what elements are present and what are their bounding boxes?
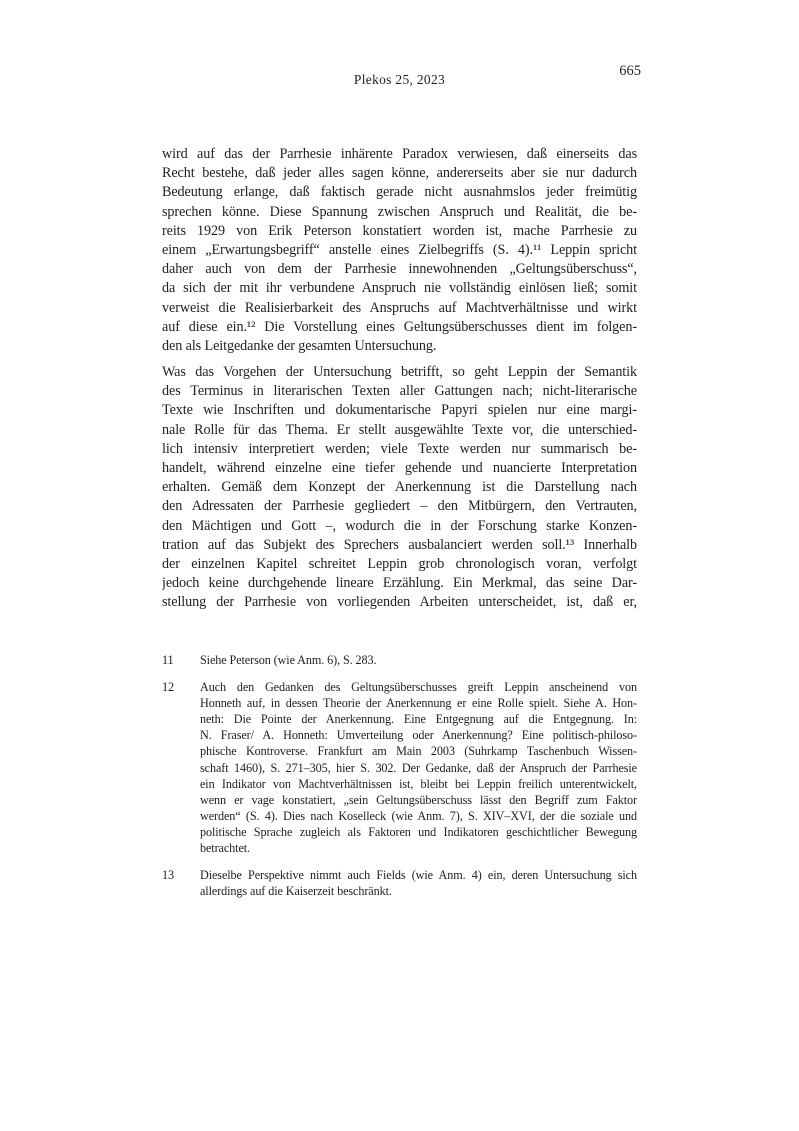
footnote-text [200, 679, 637, 856]
text-line: stellung der Parrhesie von vorliegenden Arbeiten unterscheidet, ist, daß er, [162, 594, 637, 611]
text-line: allerdings auf die Kaiserzeit beschränkt. [200, 884, 392, 899]
text-line: den Adressaten der Parrhesie gegliedert – den Mitbürgern, den Vertrauten, [162, 498, 637, 515]
footnote-number: 11 [162, 653, 174, 667]
text-line: sprechen könne. Diese Spannung zwischen Anspruch und Realität, die be- [162, 203, 637, 220]
text-line: der einzelnen Kapitel schreitet Leppin grob chronologisch voran, verfolgt [162, 555, 637, 572]
text-line: Siehe Peterson (wie Anm. 6), S. 283. [200, 653, 377, 667]
footnote-number: 13 [162, 868, 174, 883]
text-line: wenn er vage konstatiert, „sein Geltungsüberschuss lässt den Begriff zum Faktor [200, 792, 637, 807]
text-line: neth: Die Pointe der Anerkennung. Eine Entgegnung auf die Entgegnung. In: [200, 712, 637, 727]
body-paragraph [162, 363, 637, 612]
text-line: werden“ (S. 4). Dies nach Koselleck (wie Anm. 7), S. XIV–XVI, der die soziale und [200, 808, 637, 823]
footnote-text [200, 867, 637, 899]
text-line: politische Sprache zugleich als Faktoren und Indikatoren geschichtlicher Bewegung [200, 824, 637, 839]
footnote-item [162, 652, 637, 668]
text-line: Recht bestehe, daß jeder alles sagen könne, andererseits aber sie nur dadurch [162, 165, 637, 182]
text-line: phische Kontroverse. Frankfurt am Main 2003 (Suhrkamp Taschenbuch Wissen- [200, 744, 637, 759]
text-line: tration auf das Subjekt des Sprechers ausbalanciert werden soll.¹³ Innerhalb [162, 536, 637, 553]
page-number: 665 [619, 63, 641, 79]
text-line: Texte wie Inschriften und dokumentarische Papyri spielen nur eine margi- [162, 402, 637, 419]
text-line: Dieselbe Perspektive nimmt auch Fields (wie Anm. 4) ein, deren Untersuchung sich [200, 868, 637, 883]
journal-title: Plekos 25, 2023 [353, 72, 446, 87]
footnote-item [162, 867, 637, 899]
text-line: jedoch keine durchgehende lineare Erzählung. Ein Merkmal, das seine Dar- [162, 575, 637, 592]
text-line: betrachtet. [200, 841, 250, 856]
text-line: des Terminus in literarischen Texten aller Gattungen nach; nicht-literarische [162, 383, 637, 400]
text-line: N. Fraser/ A. Honneth: Umverteilung oder Anerkennung? Eine politisch-philoso- [200, 728, 637, 743]
text-line: einem „Erwartungsbegriff“ anstelle eines Zielbegriffs (S. 4).¹¹ Leppin spricht [162, 241, 637, 258]
text-line: daher auch von dem der Parrhesie innewohnenden „Geltungsüberschuss“, [162, 261, 637, 278]
text-line: da sich der mit ihr verbundene Anspruch nie vollständig einlösen ließ; somit [162, 280, 637, 297]
text-line: den Mächtigen und Gott –, wodurch die in der Forschung starke Konzen- [162, 517, 637, 534]
footnote-text [200, 652, 637, 668]
footnotes [162, 652, 637, 910]
body [162, 145, 637, 620]
text-line: nale Rolle für das Thema. Er stellt ausgewählte Texte vor, die unterschied- [162, 421, 637, 438]
text-line: schaft 1460), S. 271–305, hier S. 302. Der Gedanke, daß der Anspruch der Parrhesie [200, 760, 637, 775]
text-line: ein Indikator von Machtverhältnissen ist, bleibt bei Leppin freilich unterentwickelt, [200, 776, 637, 791]
text-line: Bedeutung erlange, daß faktisch gerade nicht ausnahmslos jeder freimütig [162, 184, 637, 201]
running-head [162, 0, 641, 100]
footnote-item [162, 679, 637, 856]
text-line: auf diese ein.¹² Die Vorstellung eines Geltungsüberschusses dient im folgen- [162, 318, 637, 335]
text-line: den als Leitgedanke der gesamten Untersuchung. [162, 337, 437, 354]
text-line: verweist die Realisierbarkeit des Anspruchs auf Machtverhältnisse und wirkt [162, 299, 637, 316]
text-line: wird auf das der Parrhesie inhärente Paradox verwiesen, daß einerseits das [162, 146, 637, 162]
text-line: lich intensiv interpretiert werden; viele Texte werden nur summarisch be- [162, 440, 637, 457]
text-line: Honneth auf, in dessen Theorie der Anerkennung er eine Rolle spielt. Siehe A. Hon- [200, 696, 637, 711]
text-line: Auch den Gedanken des Geltungsüberschusses greift Leppin anscheinend von [200, 680, 637, 695]
text-line: handelt, während einzelne eine tiefer gehende und nuancierte Interpretation [162, 460, 637, 476]
body-paragraph [162, 145, 637, 356]
text-line: Was das Vorgehen der Untersuchung betrifft, so geht Leppin der Semantik [162, 364, 637, 381]
text-line: erhalten. Gemäß dem Konzept der Anerkennung ist die Darstellung nach [162, 479, 637, 496]
text-line: reits 1929 von Erik Peterson konstatiert worden ist, mache Parrhesie zu [162, 222, 637, 239]
footnote-number: 12 [162, 680, 174, 695]
